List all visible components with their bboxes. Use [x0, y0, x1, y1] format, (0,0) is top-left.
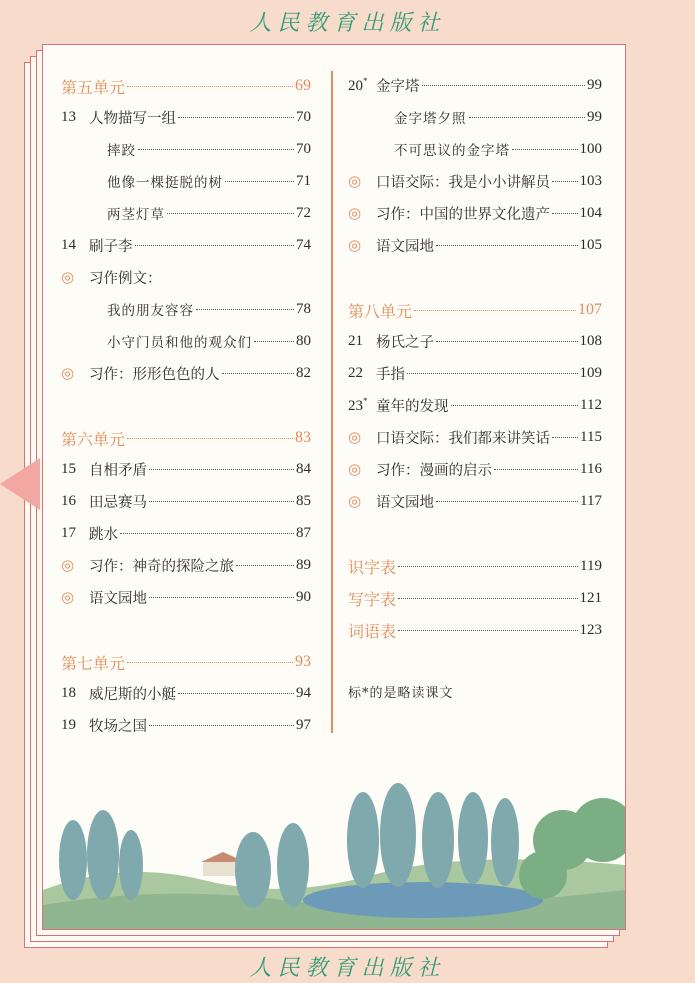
page-number: 104 [579, 204, 602, 221]
page-number: 123 [579, 621, 602, 638]
entry-title: 威尼斯的小艇 [89, 686, 176, 703]
dot-leader [222, 372, 295, 374]
page-number: 70 [296, 108, 311, 125]
dot-leader [436, 340, 578, 342]
entry-title: 习作：形形色色的人 [89, 366, 220, 383]
toc-entry[interactable] [61, 329, 311, 353]
page-number: 90 [296, 588, 311, 605]
dot-leader [469, 116, 586, 118]
entry-title: 语文园地 [376, 238, 434, 255]
entry-title: 金字塔 [376, 78, 420, 95]
page-number: 105 [579, 236, 602, 253]
dot-leader [127, 437, 293, 439]
circle-bullet-icon: ◎ [348, 428, 362, 446]
entry-title: 手指 [376, 366, 405, 383]
toc-entry[interactable] [61, 713, 311, 737]
entry-title: 习作：神奇的探险之旅 [89, 558, 234, 575]
page-number: 107 [578, 301, 602, 318]
unit-title: 第六单元 [61, 429, 126, 449]
toc-entry[interactable] [61, 681, 311, 705]
toc-entry[interactable] [348, 554, 602, 578]
toc-entry[interactable] [348, 393, 602, 417]
entry-title: 语文园地 [376, 494, 434, 511]
optional-reading-star: * [363, 395, 368, 406]
circle-bullet-icon: ◎ [348, 492, 362, 510]
dot-leader [436, 500, 578, 502]
page-number: 85 [296, 492, 311, 509]
page-number: 108 [579, 332, 602, 349]
lesson-number: 15 [61, 460, 76, 477]
toc-entry[interactable] [348, 457, 602, 481]
toc-entry[interactable] [61, 650, 311, 674]
lesson-number: 13 [61, 108, 76, 125]
dot-leader [149, 724, 294, 726]
unit-title: 第五单元 [61, 77, 126, 97]
toc-entry[interactable] [348, 586, 602, 610]
toc-entry[interactable] [348, 73, 602, 97]
dot-leader [149, 500, 294, 502]
entry-title: 口语交际：我们都来讲笑话 [376, 430, 550, 447]
dot-leader [178, 692, 294, 694]
dot-leader [407, 372, 578, 374]
page-tab-marker [0, 458, 40, 510]
dot-leader [127, 661, 293, 663]
page-number: 99 [587, 76, 602, 93]
lesson-number: 22 [348, 364, 363, 381]
lesson-number: 14 [61, 236, 76, 253]
page-number: 69 [295, 77, 311, 94]
toc-entry[interactable] [61, 265, 311, 289]
toc-entry[interactable] [61, 489, 311, 513]
page-number: 121 [579, 589, 602, 606]
page-number: 97 [296, 716, 311, 733]
dot-leader [135, 244, 295, 246]
page-number: 94 [296, 684, 311, 701]
page-number: 116 [580, 460, 602, 477]
entry-title: 语文园地 [89, 590, 147, 607]
dot-leader [178, 116, 294, 118]
page-number: 103 [579, 172, 602, 189]
toc-entry[interactable] [348, 233, 602, 257]
entry-title: 习作：中国的世界文化遗产 [376, 206, 550, 223]
entry-title: 习作例文： [89, 270, 162, 287]
circle-bullet-icon: ◎ [61, 556, 75, 574]
entry-title: 童年的发现 [376, 398, 449, 415]
page-number: 78 [296, 300, 311, 317]
circle-bullet-icon: ◎ [348, 460, 362, 478]
dot-leader [236, 564, 294, 566]
page-number: 82 [296, 364, 311, 381]
optional-reading-star: * [363, 75, 368, 86]
page-number: 99 [587, 108, 602, 125]
dot-leader [398, 565, 578, 567]
page-number: 100 [579, 140, 602, 157]
dot-leader [254, 340, 294, 342]
toc-entry[interactable] [61, 201, 311, 225]
dot-leader [552, 212, 578, 214]
dot-leader [196, 308, 294, 310]
page-number: 71 [296, 172, 311, 189]
toc-entry[interactable] [61, 74, 311, 98]
toc-entry[interactable] [61, 457, 311, 481]
page-number: 74 [296, 236, 311, 253]
page-number: 83 [295, 429, 311, 446]
toc-entry[interactable] [61, 361, 311, 385]
dot-leader [552, 436, 578, 438]
page-number: 112 [580, 396, 602, 413]
dot-leader [552, 180, 578, 182]
lesson-number: 21 [348, 332, 363, 349]
circle-bullet-icon: ◎ [61, 588, 75, 606]
toc-entry[interactable] [61, 426, 311, 450]
dot-leader [512, 148, 578, 150]
dot-leader [138, 148, 294, 150]
footnote: 标*的是略读课文 [348, 686, 454, 701]
entry-title: 我的朋友容容 [107, 303, 194, 319]
entry-title: 牧场之国 [89, 718, 147, 735]
page-number: 70 [296, 140, 311, 157]
page-number: 115 [580, 428, 602, 445]
dot-leader [398, 597, 577, 599]
circle-bullet-icon: ◎ [61, 268, 75, 286]
entry-title: 习作：漫画的启示 [376, 462, 492, 479]
dot-leader [127, 85, 293, 87]
toc-entry[interactable] [61, 521, 311, 545]
publisher-logo-bottom: 人民教育出版社 [249, 956, 446, 981]
entry-title: 田忌赛马 [89, 494, 147, 511]
entry-title: 金字塔夕照 [394, 111, 467, 127]
toc-entry[interactable] [61, 169, 311, 193]
toc-entry[interactable] [348, 201, 602, 225]
page-number: 109 [579, 364, 602, 381]
toc-entry[interactable] [348, 105, 602, 129]
toc-entry[interactable] [61, 105, 311, 129]
entry-title: 小守门员和他的观众们 [107, 335, 252, 351]
page-number: 80 [296, 332, 311, 349]
dot-leader [225, 180, 294, 182]
dot-leader [149, 596, 294, 598]
entry-title: 口语交际：我是小小讲解员 [376, 174, 550, 191]
entry-title: 摔跤 [107, 143, 136, 159]
circle-bullet-icon: ◎ [348, 204, 362, 222]
toc-entry[interactable] [348, 137, 602, 161]
entry-title: 杨氏之子 [376, 334, 434, 351]
toc-entry[interactable] [61, 297, 311, 321]
toc-entry[interactable] [348, 425, 602, 449]
dot-leader [167, 212, 294, 214]
entry-title: 自相矛盾 [89, 462, 147, 479]
dot-leader [494, 468, 578, 470]
toc-entry[interactable] [348, 489, 602, 513]
unit-title: 第七单元 [61, 653, 126, 673]
lesson-number: 17 [61, 524, 76, 541]
circle-bullet-icon: ◎ [348, 172, 362, 190]
entry-title: 不可思议的金字塔 [394, 143, 510, 159]
page-number: 72 [296, 204, 311, 221]
dot-leader [414, 309, 576, 311]
page-number: 117 [580, 492, 602, 509]
lesson-number: 16 [61, 492, 76, 509]
toc-entry[interactable] [61, 553, 311, 577]
dot-leader [149, 468, 294, 470]
lesson-number: 19 [61, 716, 76, 733]
publisher-logo-top: 人民教育出版社 [249, 11, 446, 36]
toc-entry[interactable] [348, 618, 602, 642]
entry-title: 跳水 [89, 526, 118, 543]
entry-title: 人物描写一组 [89, 110, 176, 127]
page-number: 87 [296, 524, 311, 541]
dot-leader [120, 532, 294, 534]
toc-entry[interactable] [61, 137, 311, 161]
page-number: 119 [580, 557, 602, 574]
lesson-number: 23* [348, 395, 368, 414]
lesson-number: 18 [61, 684, 76, 701]
landscape-illustration [43, 780, 625, 930]
circle-bullet-icon: ◎ [61, 364, 75, 382]
dot-leader [436, 244, 578, 246]
unit-title: 第八单元 [348, 301, 413, 321]
entry-title: 他像一棵挺脱的树 [107, 175, 223, 191]
page-number: 93 [295, 653, 311, 670]
page-number: 84 [296, 460, 311, 477]
toc-entry[interactable] [348, 329, 602, 353]
circle-bullet-icon: ◎ [348, 236, 362, 254]
toc-entry[interactable] [348, 361, 602, 385]
toc-entry[interactable] [348, 169, 602, 193]
dot-leader [451, 404, 579, 406]
entry-title: 两茎灯草 [107, 207, 165, 223]
column-divider [331, 71, 333, 733]
dot-leader [398, 629, 577, 631]
toc-entry[interactable] [348, 298, 602, 322]
entry-title: 写字表 [348, 589, 397, 609]
lesson-number: 20* [348, 75, 368, 94]
entry-title: 刷子李 [89, 238, 133, 255]
dot-leader [422, 84, 586, 86]
toc-entry[interactable] [61, 585, 311, 609]
toc-page [42, 44, 626, 930]
toc-entry[interactable] [61, 233, 311, 257]
entry-title: 词语表 [348, 621, 397, 641]
entry-title: 识字表 [348, 557, 397, 577]
page-number: 89 [296, 556, 311, 573]
